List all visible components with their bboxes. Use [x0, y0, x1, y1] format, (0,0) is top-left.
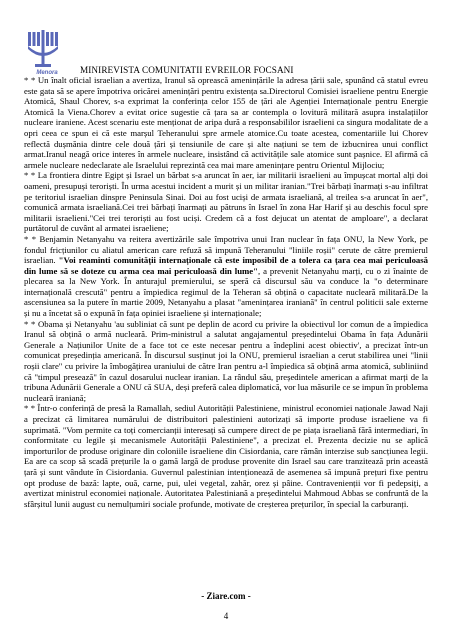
page-number: 4 — [223, 611, 229, 621]
news-paragraph — [24, 234, 428, 319]
paragraph-text: * * Benjamin Netanyahu va reitera avertizările sale împotriva unui Iran nuclear în fața ONU, la New York, pe fondul fricțiunilor cu aliatul american care refuză să impună Teheranului "liniile roșii" cerute de către premierul israelian. — [24, 233, 428, 266]
news-paragraph — [24, 403, 428, 509]
article-body — [24, 75, 428, 509]
news-paragraph — [24, 319, 428, 404]
paragraph-text: * * Într-o conferință de presă la Ramallah, sediul Autorității Palestiniene, ministrul economiei naționale Jawad Naji a precizat că limitarea numărului de distribuitori palestinieni autorizați să importe produse israeliene va fi suprimată. "Vom permite ca toți comercianții interesați să cumpere direct de pe piața israeliană fără intermediari, în conformitate cu legile și mecanismele Autorității Palestiniene", a precizat el. Prezenta decizie nu se aplică importurilor de produse originare din coloniile israeliene din Cisiordania, care rămân interzise sub sancțiunea legii. Ea are ca scop să scadă prețurile la o gamă largă de produse provenite din Israel sau care tranzitează prin această țară și sunt vândute în Cisiordania. Guvernul palestinian intenționează de asemenea să impună prețuri fixe pentru opt produse de bază: lapte, ouă, carne, pui, ulei vegetal, zahăr, orez și pâine. Contravenienții vor fi pedepsiți, a avertizat ministrul economiei naționale. Autoritatea Palestiniană a președintelui Mahmoud Abbas se confruntă de la sfârșitul lunii august cu nemulțumiri sociale profunde, motivate de creșterea prețurilor, în special la carburanți. — [24, 403, 428, 509]
news-paragraph — [24, 75, 428, 170]
menorah-icon — [26, 30, 60, 70]
logo-text: Menora — [36, 70, 58, 76]
paragraph-text: , a prevenit Netanyahu marți, cu o zi înainte de plecarea sa la New York. În anturajul premierului, se speră că discursul său va conduce la "o determinare internațională crescută" pentru a împiedica regimul de la Teheran să obțină o capacitate nucleară militară.De la ascensiunea sa la putere în martie 2009, Netanyahu a plasat "amenințarea iraniană" în centrul politicii sale externe și nu a încetat să o expună în fața opiniei israeliene și internaționale; — [24, 265, 428, 319]
paragraph-text: * * Un înalt oficial israelian a avertiza, Iranul să oprească amenințările la adresa țării sale, spunând că statul evreu este gata să se apere împotriva oricărei amenințări pentru existența sa.Directorul Comisiei israeliene pentru Energie Atomică, Shaul Chorev, s-a exprimat la conferința celor 155 de țări ale Agenției Internaționale pentru Energie Atomică la Viena.Chorev a evitat orice sugestie că țara sa ar contempla o lovitură militară asupra instalațiilor nucleare iraniene. Acest scenariu este menționat de aripa dură a responsabililor israelieni ca singura modalitate de a opri ceea ce spun ei că este marșul Teheranului spre armele atomice.Cu toate acestea, comentariile lui Chorev reflectă dușmănia dintre cele două țări și tensiunile de care și alte națiuni se tem de izbucnirea unui conflict armat.Iranul neagă orice interes în armele nucleare, insistând că activitățile sale atomice sunt pașnice. El afirmă că armele nucleare nedeclarate ale Israelului reprezintă cea mai mare amenințare pentru Orientul Mijlociu; — [24, 75, 428, 170]
bold-quote: "Voi reaminti comunității internaționale că este imposibil de a tolera ca țara cea mai periculoasă din lume să se doteze cu arma cea mai periculoasă din lume" — [24, 255, 428, 276]
source-credit: - Ziare.com - — [201, 591, 251, 601]
paragraph-text: * * La frontiera dintre Egipt și Israel un bărbat s-a aruncat în aer, iar militarii israelieni au împușcat mortal alți doi oameni, presupuși teroriști. În urma acestui incident a murit și un militar iranian."Trei bărbați înarmați s-au infiltrat pe teritoriul israelian dinspre Peninsula Sinai. Doi au fost uciși de armata israeliană, al treilea s-a aruncat în aer", comunică armata israeliană.Cei trei bărbați înarmați au pătruns în Israel în zona Har Harif și au deschis focul spre militarii israelieni."Cei trei teroriști au fost uciși. Credem că a fost dejucat un atentat de amploare", a declarat purtătorul de cuvânt al armatei israeliene; — [24, 170, 428, 234]
paragraph-text: * * Obama și Netanyahu 'au subliniat că sunt pe deplin de acord cu privire la obiectivul lor comun de a împiedica Iranul să obțină o armă nucleară. Prim-ministrul a salutat angajamentul președintelui Obama în fața Adunării Generale a Națiunilor Unite de a face tot ce este necesar pentru a îndeplini acest obiectiv', a precizat într-un comunicat președinția americană. În discursul susținut joi la ONU, premierul israelian a cerut stabilirea unei "linii roșii clare" cu privire la îmbogățirea uraniului de către Iran pentru a-l împiedica să obțină arma atomică, subliniind că "timpul presează" în cazul dosarului nuclear iranian. La rândul său, președintele american a afirmat marți de la tribuna Adunării Generale a ONU că SUA, deși preferă calea diplomatică, vor lua măsurile ce se impun în problema nucleară iraniană; — [24, 318, 428, 403]
masthead-title: MINIREVISTA COMUNITATII EVREILOR FOCSANI — [80, 65, 294, 75]
news-paragraph — [24, 170, 428, 234]
